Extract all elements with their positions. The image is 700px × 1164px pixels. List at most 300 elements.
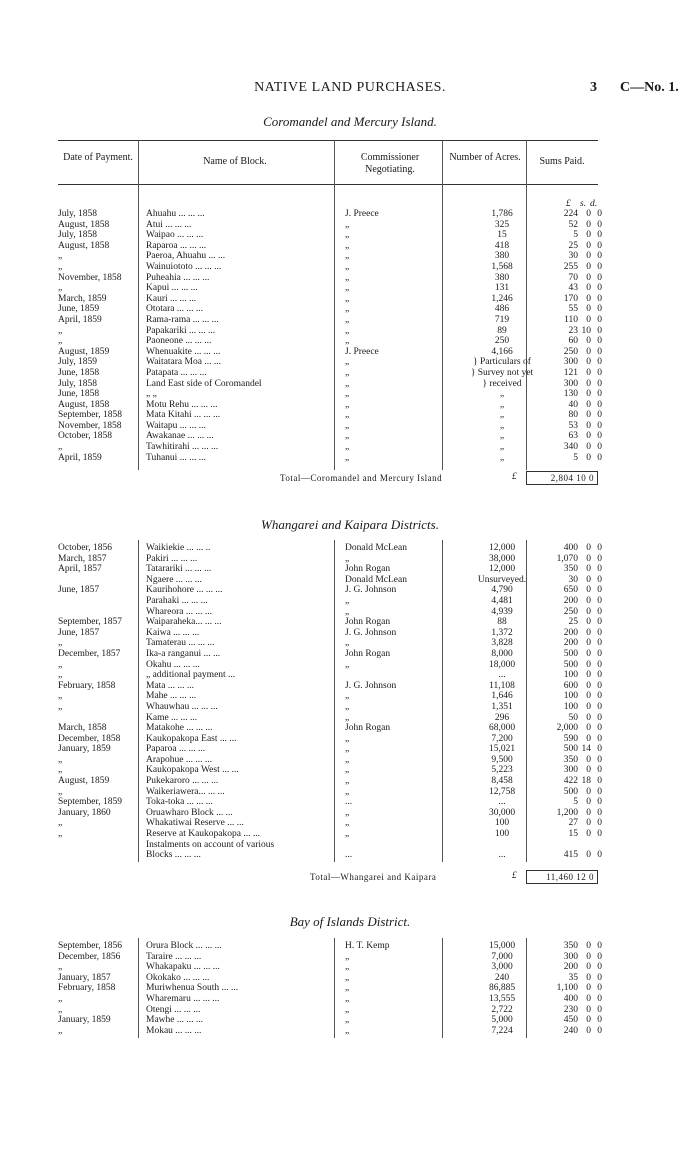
acres-value: 15 (497, 230, 507, 241)
acres-value: 88 (497, 617, 507, 628)
section-rows-coromandel (58, 209, 602, 463)
table-row (58, 585, 602, 596)
acres-value: 719 (494, 314, 510, 325)
shillings-value: 0 (586, 378, 591, 389)
payment-date: November, 1858 (58, 272, 122, 283)
block-name: Waikiekie ... ... .. (146, 543, 211, 553)
section-heading-whangarei: Whangarei and Kaipara Districts. (261, 517, 439, 532)
shillings-value: 0 (586, 346, 591, 357)
pence-value: 0 (597, 993, 602, 1004)
payment-date: „ (58, 1025, 63, 1036)
block-name: Orura Block ... ... ... (146, 941, 222, 951)
commissioner-name: „ (345, 378, 350, 389)
table-row (58, 941, 602, 952)
pence-value: 0 (597, 378, 602, 389)
acres-value: 250 (494, 336, 510, 347)
unit-pounds: £ (512, 871, 517, 881)
pence-value: 0 (597, 251, 602, 262)
acres-value: 68,000 (488, 723, 516, 734)
block-name: Whareora ... ... ... (146, 606, 212, 617)
acres-value: 12,000 (488, 564, 516, 575)
shillings-value: 0 (586, 1015, 591, 1026)
table-row (58, 723, 602, 734)
table-row (58, 272, 602, 284)
acres-value: 486 (494, 304, 510, 315)
acres-value: 7,200 (491, 733, 513, 744)
pence-value: 0 (597, 209, 602, 219)
table-row (58, 378, 602, 390)
pounds-value: 1,200 (556, 807, 578, 818)
pounds-value: 300 (563, 765, 578, 776)
pence-value: 0 (597, 701, 602, 712)
payment-date: August, 1858 (58, 219, 110, 230)
payment-date: July, 1859 (58, 357, 97, 368)
acres-value: 1,246 (491, 293, 513, 304)
pounds-value: 25 (568, 240, 578, 251)
shillings-value: 0 (586, 807, 591, 818)
pence-value: 0 (597, 595, 602, 606)
pence-value: 0 (597, 261, 602, 272)
commissioner-name: J. Preece (345, 209, 379, 219)
payment-date: April, 1859 (58, 452, 102, 463)
payment-date: September, 1858 (58, 410, 122, 421)
pounds-value: 130 (563, 389, 578, 400)
pounds-value: 500 (563, 744, 578, 755)
section-heading-bay-of-islands: Bay of Islands District. (289, 914, 411, 929)
block-name: Tawhitirahi ... ... ... (146, 442, 219, 453)
block-name: Mokau ... ... ... (146, 1025, 202, 1036)
table-row (58, 983, 602, 994)
acres-value: 11,108 (489, 680, 515, 691)
pounds-value: 200 (563, 962, 578, 973)
pence-value: 0 (597, 585, 602, 596)
commissioner-name: „ (345, 786, 350, 797)
acres-value: } Particulars of (473, 357, 531, 368)
shillings-value: 0 (586, 941, 591, 951)
block-name: Mahe ... ... ... (146, 691, 197, 702)
commissioner-name: „ (345, 219, 350, 230)
payment-date: April, 1859 (58, 314, 102, 325)
payment-date: January, 1860 (58, 807, 111, 818)
commissioner-name: J. G. Johnson (345, 585, 397, 596)
block-name: Land East side of Coromandel (146, 378, 262, 389)
acres-value: 5,000 (491, 1015, 513, 1026)
pence-value: 0 (597, 648, 602, 659)
table-row (58, 797, 602, 808)
pence-value: 0 (597, 389, 602, 400)
table-row (58, 1015, 602, 1026)
acres-value: „ (499, 410, 505, 421)
pence-value: 0 (597, 219, 602, 230)
payment-date: August, 1858 (58, 399, 110, 410)
block-name: Tamaterau ... ... ... (146, 638, 215, 649)
table-row (58, 617, 602, 628)
payment-date: „ (58, 765, 63, 776)
commissioner-name: „ (345, 452, 350, 463)
block-name: Waikeriawera... ... ... (146, 786, 225, 797)
pounds-value: 70 (568, 272, 578, 283)
commissioner-name: John Rogan (345, 648, 391, 659)
acres-value: „ (499, 431, 505, 442)
table-row (58, 638, 602, 649)
pence-value: 0 (597, 293, 602, 304)
shillings-value: 0 (586, 420, 591, 431)
block-name: Ika-a ranganui ... ... (146, 648, 221, 659)
shillings-value: 0 (586, 251, 591, 262)
block-name: Rama-rama ... ... ... (146, 314, 219, 325)
pence-value: 0 (597, 240, 602, 251)
pounds-value: 250 (563, 346, 578, 357)
pounds-value: 400 (563, 543, 578, 553)
pounds-value: 600 (563, 680, 578, 691)
shillings-value: 0 (586, 850, 591, 861)
block-name: „ „ (146, 389, 157, 400)
block-name: Okahu ... ... ... (146, 659, 200, 670)
commissioner-name: „ (345, 357, 350, 368)
acres-value: } Survey not yet (470, 367, 534, 378)
payment-date: „ (58, 962, 63, 973)
shillings-value: 0 (586, 293, 591, 304)
block-name: Arapohue ... ... ... (146, 754, 212, 765)
payment-date: June, 1857 (58, 585, 100, 596)
pounds-value: 25 (568, 617, 578, 628)
block-name: Kame ... ... ... (146, 712, 198, 723)
acres-value: 296 (494, 712, 510, 723)
table-row (58, 691, 602, 702)
block-name: Mata Kitahi ... ... ... (146, 410, 221, 421)
shillings-value: 0 (586, 993, 591, 1004)
payment-date: September, 1857 (58, 617, 122, 628)
pounds-value: 100 (563, 691, 578, 702)
pounds-value: 170 (563, 293, 578, 304)
pounds-value: 35 (568, 972, 578, 983)
block-name: Oruawharo Block ... ... (146, 807, 233, 818)
table-row (58, 553, 602, 565)
acres-value: 7,000 (491, 951, 513, 962)
commissioner-name: J. G. Johnson (345, 680, 397, 691)
payment-date: „ (58, 691, 63, 702)
pounds-value: 650 (563, 585, 578, 596)
shillings-value: 0 (586, 951, 591, 962)
table-row (58, 712, 602, 724)
block-name: Raparoa ... ... ... (146, 240, 207, 251)
shillings-value: 0 (586, 680, 591, 691)
block-name: Puheahia ... ... ... (146, 272, 210, 283)
pounds-value: 200 (563, 638, 578, 649)
acres-value: 131 (494, 283, 510, 294)
acres-value: 4,481 (491, 595, 513, 606)
payment-date: March, 1858 (58, 723, 107, 734)
column-header-acres: Number of Acres. (449, 152, 521, 163)
shillings-value: 0 (586, 829, 591, 840)
pounds-value: 63 (568, 431, 578, 442)
pounds-value: 400 (563, 993, 578, 1004)
block-name: Okokako ... ... ... (146, 972, 210, 983)
section-total-amount: 11,460 12 0 (546, 872, 594, 882)
pence-value: 0 (597, 691, 602, 702)
section-total-label: Total—Whangarei and Kaipara (310, 872, 437, 882)
section-heading-coromandel: Coromandel and Mercury Island. (263, 114, 437, 129)
table-row (58, 442, 602, 453)
block-name: Waitapu ... ... ... (146, 420, 206, 431)
pounds-value: 52 (568, 219, 578, 230)
payment-date: December, 1858 (58, 733, 121, 744)
section-rows-whangarei (58, 543, 602, 861)
commissioner-name: ... (345, 850, 353, 861)
payment-date: June, 1859 (58, 304, 100, 315)
table-row (58, 680, 602, 692)
pence-value: 0 (597, 399, 602, 410)
unit-pence: d. (590, 199, 598, 209)
table-row (58, 829, 602, 840)
shillings-value: 0 (586, 230, 591, 241)
shillings-value: 10 (581, 325, 591, 336)
commissioner-name: „ (345, 240, 350, 251)
table-row (58, 765, 602, 776)
commissioner-name: „ (345, 659, 350, 670)
pence-value: 0 (597, 617, 602, 628)
acres-value: 1,786 (491, 209, 513, 219)
commissioner-name: „ (345, 336, 350, 347)
acres-value: 12,758 (488, 786, 516, 797)
pounds-value: 500 (563, 648, 578, 659)
pence-value: 0 (597, 304, 602, 315)
pounds-value: 500 (563, 659, 578, 670)
acres-value: 1,568 (491, 261, 513, 272)
acres-value: 100 (494, 829, 510, 840)
block-name: Atui ... ... ... (146, 219, 192, 230)
pounds-value: 200 (563, 627, 578, 638)
commissioner-name: „ (345, 399, 350, 410)
block-name: Mata ... ... ... (146, 680, 195, 691)
pounds-value: 53 (568, 420, 578, 431)
shillings-value: 0 (586, 574, 591, 585)
table-row (58, 564, 602, 575)
pence-value: 0 (597, 367, 602, 378)
pounds-value: 240 (563, 1025, 578, 1036)
pence-value: 0 (597, 314, 602, 325)
commissioner-name: Donald McLean (345, 574, 407, 585)
pence-value: 0 (597, 357, 602, 368)
payment-date: September, 1856 (58, 941, 122, 951)
acres-value: 8,000 (491, 648, 513, 659)
payment-date: April, 1857 (58, 564, 102, 575)
commissioner-name: „ (345, 389, 350, 400)
block-name: Taraire ... ... ... (146, 951, 202, 962)
table-row (58, 733, 602, 745)
block-name: Kaukopakopa West ... ... (146, 765, 239, 776)
payment-date: June, 1858 (58, 389, 100, 400)
payment-date: „ (58, 261, 63, 272)
payment-date: „ (58, 786, 63, 797)
table-row (58, 283, 602, 294)
unit-pounds: £ (566, 199, 571, 209)
shillings-value: 0 (586, 585, 591, 596)
acres-value: 3,828 (491, 638, 513, 649)
payment-date: „ (58, 701, 63, 712)
payment-date: February, 1858 (58, 983, 116, 994)
block-name: Waiparaheka... ... ... (146, 617, 222, 628)
shillings-value: 0 (586, 691, 591, 702)
commissioner-name: „ (345, 420, 350, 431)
payment-date: „ (58, 829, 63, 840)
pounds-value: 300 (563, 357, 578, 368)
shillings-value: 0 (586, 638, 591, 649)
acres-value: 30,000 (488, 807, 516, 818)
pounds-value: 5 (573, 230, 578, 241)
pence-value: 0 (597, 829, 602, 840)
section-rows-bay-of-islands (58, 941, 602, 1036)
payment-date: January, 1859 (58, 1015, 111, 1026)
shillings-value: 0 (586, 733, 591, 744)
acres-value: 12,000 (488, 543, 516, 553)
pounds-value: 121 (563, 367, 578, 378)
commissioner-name: „ (345, 972, 350, 983)
payment-date: „ (58, 283, 63, 294)
block-name: Kauri ... ... ... (146, 293, 197, 304)
shillings-value: 0 (586, 564, 591, 575)
acres-value: 5,223 (491, 765, 513, 776)
pence-value: 0 (597, 230, 602, 241)
shillings-value: 0 (586, 314, 591, 325)
table-row (58, 972, 602, 984)
commissioner-name: „ (345, 962, 350, 973)
acres-value: 380 (494, 272, 510, 283)
payment-date: August, 1859 (58, 776, 110, 787)
table-row (58, 399, 602, 411)
block-name: Whenuakite ... ... ... (146, 346, 221, 357)
acres-value: 7,224 (491, 1025, 513, 1036)
acres-value: 1,351 (491, 701, 513, 712)
pence-value: 0 (597, 797, 602, 808)
block-name: Reserve at Kaukopakopa ... ... (146, 829, 260, 840)
block-name: Whakapaku ... ... ... (146, 962, 220, 973)
block-name: Wharemaru ... ... ... (146, 993, 220, 1004)
commissioner-name: „ (345, 638, 350, 649)
acres-value: 13,555 (488, 993, 516, 1004)
table-row (58, 240, 602, 252)
acres-value: „ (499, 452, 505, 463)
pence-value: 0 (597, 972, 602, 983)
acres-value: ... (498, 797, 506, 808)
table-row (58, 850, 602, 861)
pounds-value: 60 (568, 336, 578, 347)
acres-value: ... (498, 670, 506, 681)
table-row (58, 951, 602, 963)
table-row (58, 389, 602, 400)
shillings-value: 0 (586, 261, 591, 272)
pence-value: 0 (597, 638, 602, 649)
table-row (58, 314, 602, 326)
payment-date: September, 1859 (58, 797, 122, 808)
pence-value: 0 (597, 951, 602, 962)
pence-value: 0 (597, 983, 602, 994)
table-row (58, 754, 602, 766)
pence-value: 0 (597, 765, 602, 776)
block-name: „ additional payment ... (146, 670, 236, 681)
pounds-value: 30 (568, 251, 578, 262)
commissioner-name: „ (345, 807, 350, 818)
pence-value: 0 (597, 807, 602, 818)
pence-value: 0 (597, 776, 602, 787)
pence-value: 0 (597, 336, 602, 347)
block-name: Wainuiototo ... ... ... (146, 261, 222, 272)
commissioner-name: „ (345, 595, 350, 606)
acres-value: Unsurveyed. (477, 574, 527, 585)
block-name: Kapui ... ... ... (146, 283, 198, 294)
commissioner-name: „ (345, 733, 350, 744)
commissioner-name: „ (345, 442, 350, 453)
block-name: Mawhe ... ... ... (146, 1015, 203, 1026)
shillings-value: 0 (586, 272, 591, 283)
block-name: Kaurihohore ... ... ... (146, 585, 223, 596)
pence-value: 0 (597, 1004, 602, 1015)
commissioner-name: J. Preece (345, 346, 379, 357)
pounds-value: 100 (563, 670, 578, 681)
block-name: Muriwhenua South ... ... (146, 983, 239, 994)
shillings-value: 0 (586, 1025, 591, 1036)
column-header-sums: Sums Paid. (539, 156, 585, 167)
shillings-value: 0 (586, 962, 591, 973)
pence-value: 0 (597, 564, 602, 575)
block-name: Tatarariki ... ... ... (146, 564, 212, 575)
block-name: Paparoa ... ... ... (146, 744, 206, 755)
acres-value: 18,000 (488, 659, 516, 670)
table-row (58, 336, 602, 347)
acres-value: „ (499, 389, 505, 400)
shillings-value: 0 (586, 367, 591, 378)
payment-date: July, 1858 (58, 209, 97, 219)
pounds-value: 590 (563, 733, 578, 744)
table-row (58, 346, 602, 358)
table-row (58, 818, 602, 829)
pence-value: 0 (597, 659, 602, 670)
acres-value: 3,000 (491, 962, 513, 973)
commissioner-name: „ (345, 304, 350, 315)
shillings-value: 0 (586, 1004, 591, 1015)
shillings-value: 0 (586, 818, 591, 829)
block-name: Waipao ... ... ... (146, 230, 204, 241)
table-row (58, 209, 602, 220)
commissioner-name: „ (345, 325, 350, 336)
shillings-value: 0 (586, 543, 591, 553)
column-header-commissioner: Commissioner Negotiating. (360, 152, 420, 175)
payment-date: October, 1858 (58, 431, 112, 442)
payment-date: December, 1857 (58, 648, 121, 659)
block-name: Patapata ... ... ... (146, 367, 207, 378)
acres-value: 2,722 (491, 1004, 513, 1015)
acres-value: 418 (494, 240, 510, 251)
commissioner-name: „ (345, 314, 350, 325)
acres-value: 100 (494, 818, 510, 829)
pence-value: 0 (597, 627, 602, 638)
table-row (58, 670, 602, 681)
acres-value: 240 (494, 972, 510, 983)
pounds-value: 350 (563, 941, 578, 951)
commissioner-name: John Rogan (345, 617, 391, 628)
pounds-value: 422 (563, 776, 578, 787)
payment-date: „ (58, 754, 63, 765)
payment-date: „ (58, 638, 63, 649)
commissioner-name: „ (345, 1025, 350, 1036)
pounds-value: 250 (563, 606, 578, 617)
pence-value: 0 (597, 272, 602, 283)
pounds-value: 1,100 (556, 983, 578, 994)
acres-value: 89 (497, 325, 507, 336)
table-top-rule (58, 140, 598, 141)
unit-pounds: £ (512, 472, 517, 482)
pence-value: 0 (597, 606, 602, 617)
